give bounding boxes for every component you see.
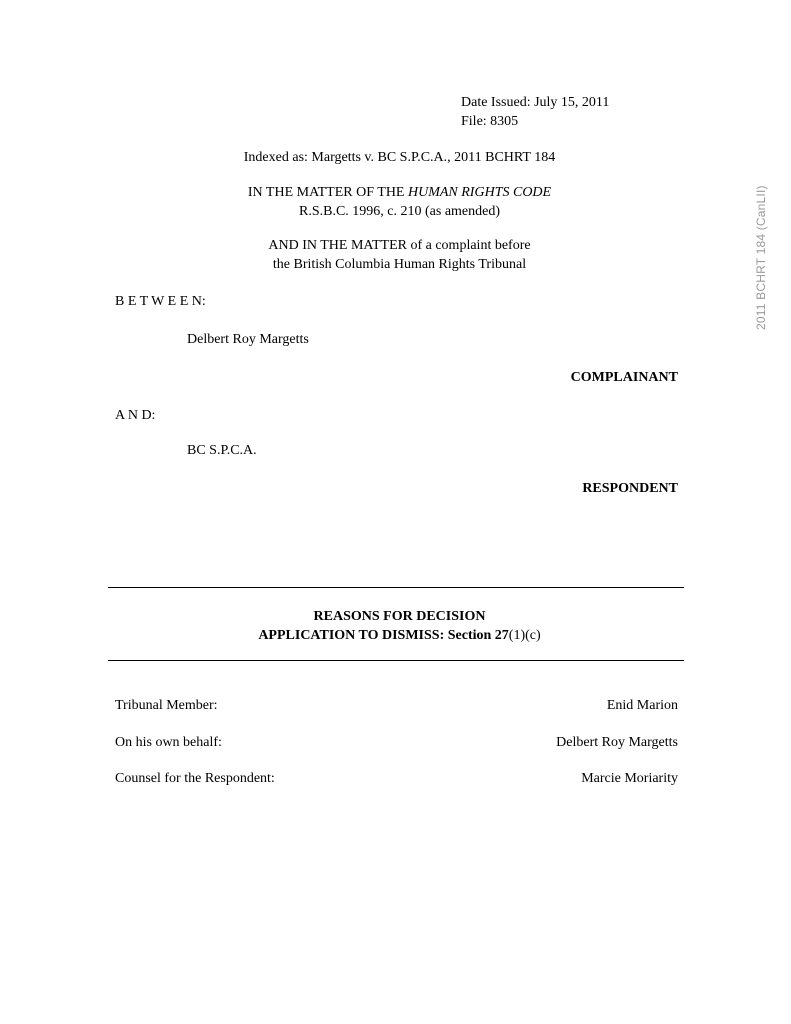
- matter-line-1: [4, 185, 791, 201]
- appearance-label: Counsel for the Respondent:: [115, 771, 275, 786]
- complainant-role: COMPLAINANT: [570, 370, 678, 385]
- decision-title: REASONS FOR DECISION: [313, 609, 486, 624]
- decision-subtitle: [4, 628, 791, 644]
- matter-line-1-prefix: IN THE MATTER OF THE: [247, 185, 408, 200]
- appearance-label: On his own behalf:: [115, 735, 222, 750]
- matter-line-4: the British Columbia Human Rights Tribunal: [272, 257, 527, 272]
- matter-line-2: R.S.B.C. 1996, c. 210 (as amended): [298, 204, 501, 219]
- appearance-value: Enid Marion: [606, 698, 678, 713]
- appearance-value: Marcie Moriarity: [581, 771, 678, 786]
- complainant-name: Delbert Roy Margetts: [187, 332, 309, 347]
- respondent-name: BC S.P.C.A.: [187, 443, 257, 458]
- bottom-divider: [108, 660, 684, 661]
- matter-line-3: AND IN THE MATTER of a complaint before: [268, 238, 531, 253]
- between-label: B E T W E E N:: [115, 294, 206, 309]
- date-issued: Date Issued: July 15, 2011: [461, 95, 610, 110]
- and-label: A N D:: [115, 408, 156, 423]
- appearance-label: Tribunal Member:: [115, 698, 218, 713]
- canlii-watermark: 2011 BCHRT 184 (CanLII): [754, 185, 768, 330]
- indexed-as: Indexed as: Margetts v. BC S.P.C.A., 2011 BCHRT 184: [243, 150, 556, 165]
- decision-subtitle-prefix: APPLICATION TO DISMISS: Section 27: [258, 628, 509, 643]
- top-divider: [108, 587, 684, 588]
- file-number: File: 8305: [461, 114, 519, 129]
- respondent-role: RESPONDENT: [582, 481, 678, 496]
- matter-line-1-act: HUMAN RIGHTS CODE: [407, 185, 552, 200]
- appearance-value: Delbert Roy Margetts: [556, 735, 678, 750]
- decision-subtitle-section: (1)(c): [508, 628, 541, 643]
